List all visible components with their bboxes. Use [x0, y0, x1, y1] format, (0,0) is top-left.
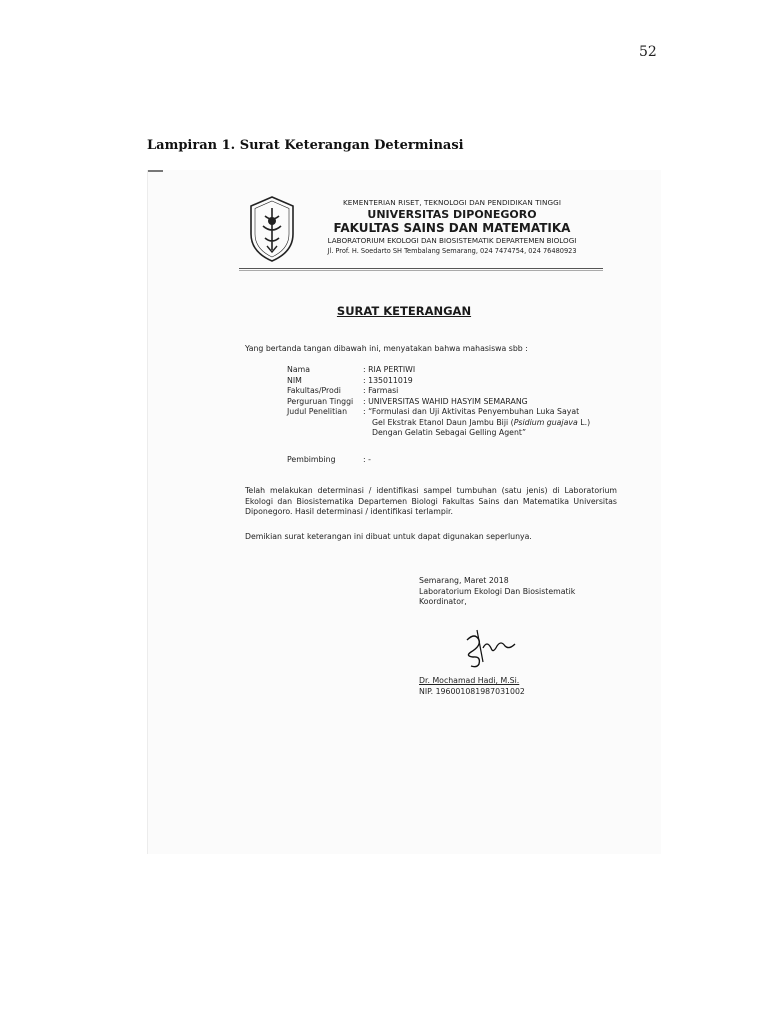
field-row [287, 365, 590, 376]
letterhead-university: UNIVERSITAS DIPONEGORO [367, 208, 537, 221]
letterhead-rule [239, 268, 603, 269]
university-seal-icon [247, 194, 297, 264]
field-value: : “Formulasi dan Uji Aktivitas Penyembuhan Luka Sayat [363, 407, 580, 416]
supervisor-label: Pembimbing [287, 455, 336, 464]
letter-intro: Yang bertanda tangan dibawah ini, menyatakan bahwa mahasiswa sbb : [245, 344, 528, 353]
letter-body: Telah melakukan determinasi / identifikasi sampel tumbuhan (satu jenis) di Laboratorium Ekologi dan Biosistematika Departemen Biologi Fakultas Sains dan Matematika Universitas Diponegoro. Hasil determinasi / identifikasi terlampir. [245, 486, 617, 516]
signer-role: Koordinator, [419, 597, 467, 606]
scan-edge-mark [147, 170, 163, 172]
research-title-part: Gel Ekstrak Etanol Daun Jambu Biji ( [372, 417, 514, 427]
field-label: Judul Penelitian [287, 407, 348, 416]
signer-unit: Laboratorium Ekologi Dan Biosistematik [419, 586, 576, 596]
scanned-letter [147, 170, 661, 854]
signature-block [419, 576, 575, 608]
field-label: NIM [287, 375, 302, 385]
letterhead-ministry: KEMENTERIAN RISET, TEKNOLOGI DAN PENDIDIKAN TINGGI [342, 198, 562, 207]
field-value: : RIA PERTIWI [363, 365, 416, 374]
field-label: Nama [287, 365, 310, 374]
research-title-part: L.) [577, 417, 591, 427]
page-number: 52 [639, 44, 657, 60]
letterhead [297, 198, 607, 256]
field-value: : 135011019 [363, 375, 413, 385]
field-value: : UNIVERSITAS WAHID HASYIM SEMARANG [363, 396, 528, 406]
supervisor-row [287, 455, 371, 464]
field-label: Perguruan Tinggi [287, 396, 354, 406]
letterhead-rule-thin [239, 270, 603, 271]
letter-title: SURAT KETERANGAN [336, 304, 472, 318]
letterhead-faculty: FAKULTAS SAINS DAN MATEMATIKA [333, 221, 571, 235]
letterhead-address: Jl. Prof. H. Soedarto SH Tembalang Semarang, 024 7474754, 024 76480923 [327, 247, 577, 255]
species-name: Psidium guajava [513, 417, 578, 427]
supervisor-value: : - [363, 455, 371, 464]
signer-name: Dr. Mochamad Hadi, M.Si. [419, 676, 520, 685]
field-row [287, 397, 590, 408]
place-date: Semarang, Maret 2018 [419, 576, 509, 585]
signer-nip: NIP. 196001081987031002 [419, 687, 525, 696]
appendix-title: Lampiran 1. Surat Keterangan Determinasi [147, 138, 464, 153]
letter-closing: Demikian surat keterangan ini dibuat untuk dapat digunakan seperlunya. [245, 532, 532, 541]
scan-edge-left [147, 170, 148, 854]
research-title-line-2 [287, 418, 590, 429]
handwritten-signature-icon [453, 626, 523, 670]
field-value: : Farmasi [363, 386, 399, 395]
field-row [287, 376, 590, 387]
student-fields [287, 365, 590, 439]
field-row [287, 407, 590, 418]
field-row [287, 386, 590, 397]
research-title-line-3: Dengan Gelatin Sebagai Gelling Agent” [372, 428, 526, 437]
field-label: Fakultas/Prodi [287, 386, 341, 395]
letterhead-laboratory: LABORATORIUM EKOLOGI DAN BIOSISTEMATIK DEPARTEMEN BIOLOGI [327, 236, 577, 245]
